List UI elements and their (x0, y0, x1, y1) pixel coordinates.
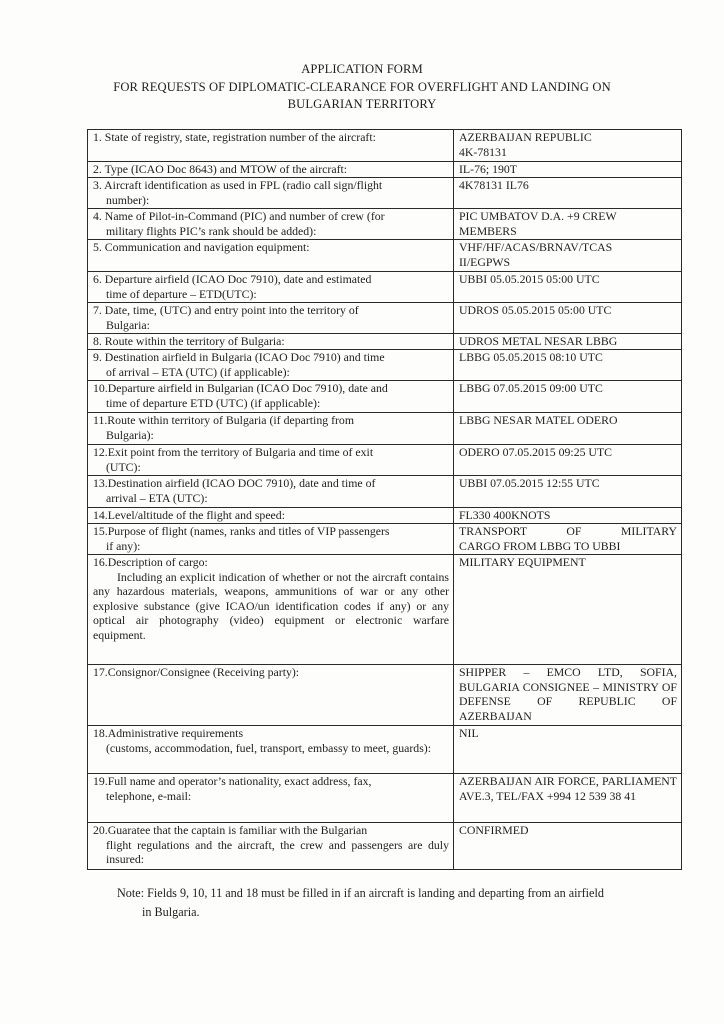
form-row-4 (88, 209, 682, 240)
field-label: 19.Full name and operator’s nationality, exact address, fax, telephone, e-mail: (88, 774, 454, 823)
form-row-2 (88, 162, 682, 178)
field-label: 8. Route within the territory of Bulgaria: (88, 334, 454, 350)
field-value: FL330 400KNOTS (454, 508, 682, 524)
form-row-5 (88, 240, 682, 272)
form-row-11 (88, 413, 682, 445)
field-label: 17.Consignor/Consignee (Receiving party): (88, 665, 454, 726)
form-row-13 (88, 476, 682, 508)
field-value: ODERO 07.05.2015 09:25 UTC (454, 445, 682, 476)
field-value: UDROS METAL NESAR LBBG (454, 334, 682, 350)
form-title: APPLICATION FORM (301, 62, 423, 76)
form-row-16 (88, 555, 682, 665)
field-value: 4K78131 IL76 (454, 178, 682, 209)
field-value: UBBI 05.05.2015 05:00 UTC (454, 272, 682, 303)
field-label: 10.Departure airfield in Bulgarian (ICAO Doc 7910), date and time of departure ETD (UTC) (if applicable): (88, 381, 454, 413)
field-label: 11.Route within territory of Bulgaria (if departing from Bulgaria): (88, 413, 454, 445)
form-row-12 (88, 445, 682, 476)
field-value: AZERBAIJAN AIR FORCE, PARLIAMENT AVE.3, TEL/FAX +994 12 539 38 41 (454, 774, 682, 823)
field-value: UDROS 05.05.2015 05:00 UTC (454, 303, 682, 334)
form-row-1 (88, 130, 682, 162)
form-row-14 (88, 508, 682, 524)
field-value: CONFIRMED (454, 823, 682, 870)
form-row-8 (88, 334, 682, 350)
field-label: 4. Name of Pilot-in-Command (PIC) and number of crew (for military flights PIC’s rank should be added): (88, 209, 454, 240)
field-value: LBBG NESAR MATEL ODERO (454, 413, 682, 445)
field-label: 6. Departure airfield (ICAO Doc 7910), date and estimated time of departure – ETD(UTC): (88, 272, 454, 303)
form-subtitle-line1: FOR REQUESTS OF DIPLOMATIC-CLEARANCE FOR OVERFLIGHT AND LANDING ON (113, 79, 611, 94)
field-label: 12.Exit point from the territory of Bulgaria and time of exit (UTC): (88, 445, 454, 476)
footnote (117, 884, 677, 922)
field-label: 14.Level/altitude of the flight and speed: (88, 508, 454, 524)
field-label: 9. Destination airfield in Bulgaria (ICAO Doc 7910) and time of arrival – ETA (UTC) (if applicable): (88, 350, 454, 381)
form-row-19 (88, 774, 682, 823)
form-header (0, 61, 724, 114)
field-value: PIC UMBATOV D.A. +9 CREW MEMBERS (454, 209, 682, 240)
field-value: SHIPPER – EMCO LTD, SOFIA, BULGARIA CONSIGNEE – MINISTRY OF DEFENSE OF REPUBLIC OF AZERBAIJAN (454, 665, 682, 726)
form-row-7 (88, 303, 682, 334)
field-value: LBBG 07.05.2015 09:00 UTC (454, 381, 682, 413)
field-label: 3. Aircraft identification as used in FPL (radio call sign/flight number): (88, 178, 454, 209)
form-row-10 (88, 381, 682, 413)
field-label: 13.Destination airfield (ICAO DOC 7910), date and time of arrival – ETA (UTC): (88, 476, 454, 508)
form-row-15 (88, 524, 682, 555)
field-value: IL-76; 190T (454, 162, 682, 178)
field-value: MILITARY EQUIPMENT (454, 555, 682, 665)
form-row-20 (88, 823, 682, 870)
field-label: 2. Type (ICAO Doc 8643) and MTOW of the aircraft: (88, 162, 454, 178)
form-row-9 (88, 350, 682, 381)
form-row-6 (88, 272, 682, 303)
footnote-line2: in Bulgaria. (142, 905, 200, 919)
field-label: 16.Description of cargo: Including an explicit indication of whether or not the aircraft contains any hazardous materials, weapons, ammunitions of war or any other explosive substance (give ICAO/un identification codes if any) or any optical air photography (video) equipment or electronic warfare equipment. (88, 555, 454, 665)
field-value: UBBI 07.05.2015 12:55 UTC (454, 476, 682, 508)
field-label: 15.Purpose of flight (names, ranks and titles of VIP passengers if any): (88, 524, 454, 555)
field-label: 20.Guaratee that the captain is familiar with the Bulgarian flight regulations and the aircraft, the crew and passengers are duly insured: (88, 823, 454, 870)
form-row-18 (88, 726, 682, 774)
field-value: LBBG 05.05.2015 08:10 UTC (454, 350, 682, 381)
field-value: TRANSPORT OF MILITARY CARGO FROM LBBG TO UBBI (454, 524, 682, 555)
form-row-17 (88, 665, 682, 726)
clearance-form-table (87, 129, 682, 870)
field-value: VHF/HF/ACAS/BRNAV/TCAS II/EGPWS (454, 240, 682, 272)
form-subtitle-line2: BULGARIAN TERRITORY (287, 97, 437, 111)
field-label: 1. State of registry, state, registration number of the aircraft: (88, 130, 454, 162)
form-row-3 (88, 178, 682, 209)
field-label: 7. Date, time, (UTC) and entry point into the territory of Bulgaria: (88, 303, 454, 334)
field-value: NIL (454, 726, 682, 774)
field-label: 5. Communication and navigation equipment: (88, 240, 454, 272)
field-value: AZERBAIJAN REPUBLIC 4K-78131 (454, 130, 682, 162)
footnote-line1: Note: Fields 9, 10, 11 and 18 must be filled in if an aircraft is landing and departing from an airfield (117, 886, 604, 900)
field-label: 18.Administrative requirements (customs, accommodation, fuel, transport, embassy to meet, guards): (88, 726, 454, 774)
